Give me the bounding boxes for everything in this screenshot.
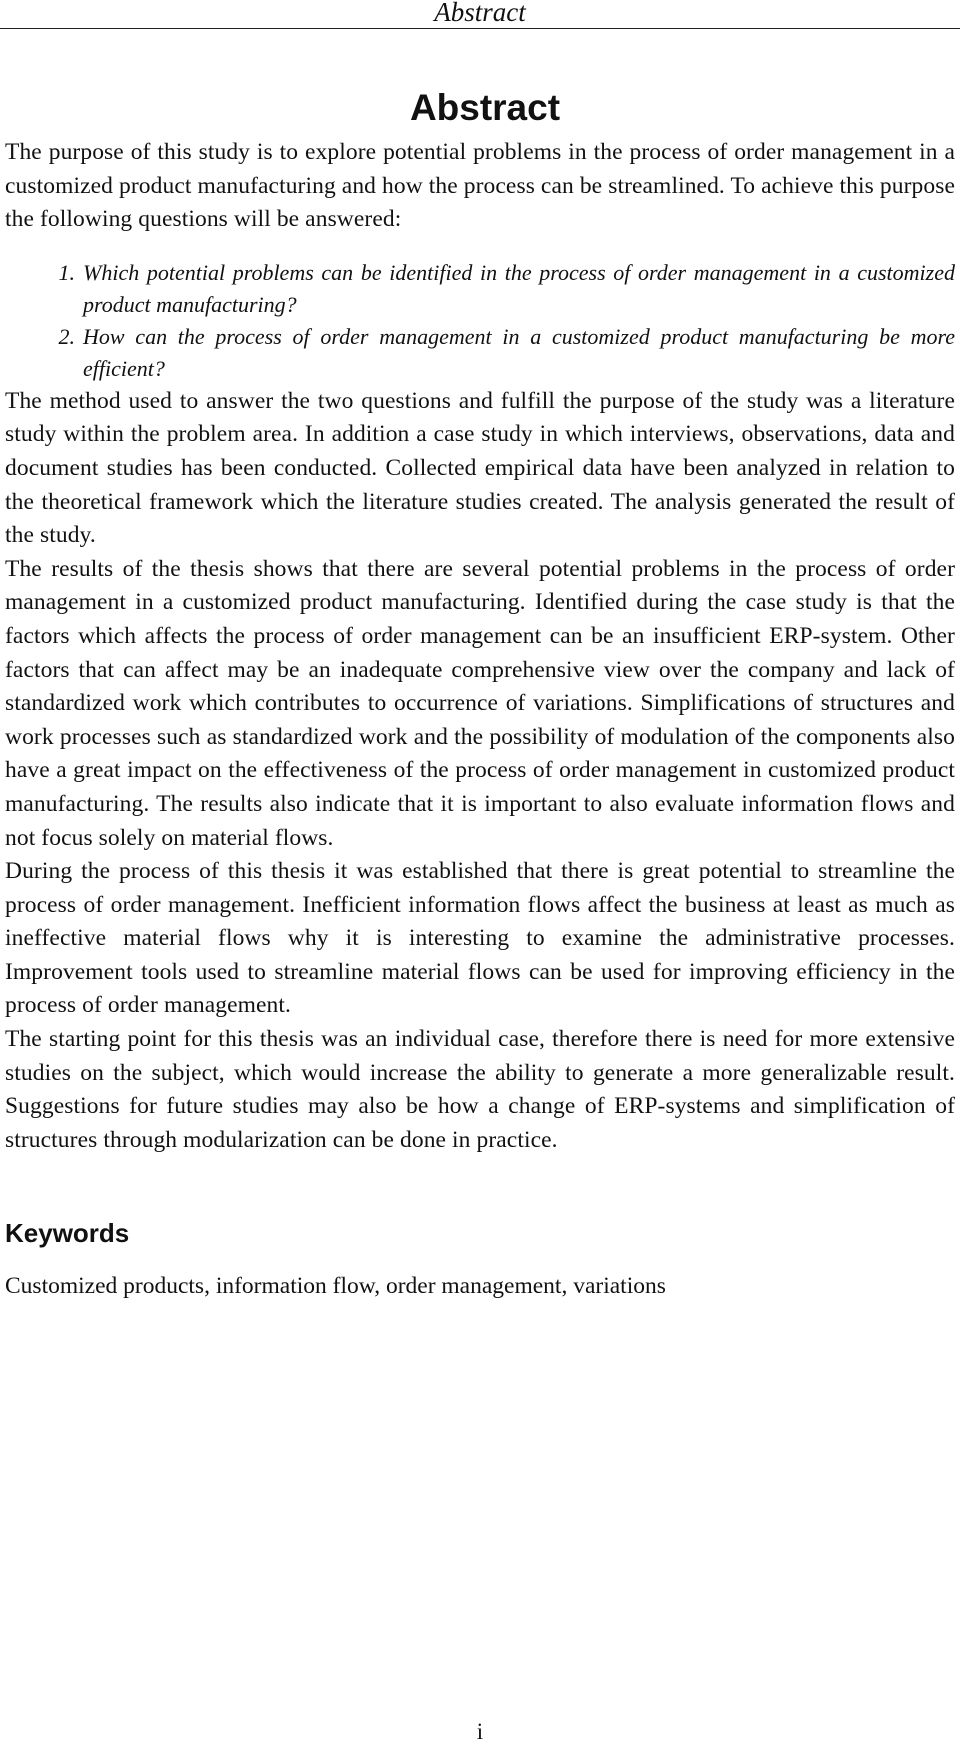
keywords-text: Customized products, information flow, order management, variations: [5, 1273, 666, 1300]
list-item: [5, 321, 955, 385]
running-header: Abstract: [0, 0, 960, 29]
page-title: Abstract: [409, 87, 561, 128]
potential-paragraph: During the process of this thesis it was established that there is great potential to streamline the process of order management. Inefficient information flows affect the business at least as much as ineffective material flows why it is interesting to examine the administrative processes. Improvement tools used to streamline material flows can be used for improving efficiency in the process of order management.: [5, 858, 955, 1019]
question-number: 1.: [58, 259, 75, 285]
document-body: [5, 80, 955, 1303]
research-questions-list: [5, 257, 955, 385]
question-number: 2.: [58, 323, 75, 349]
question-text: Which potential problems can be identified in the process of order management in a customized product manufacturing?: [83, 259, 955, 317]
list-item: [5, 257, 955, 321]
page-number: i: [476, 1719, 484, 1744]
method-paragraph: The method used to answer the two questions and fulfill the purpose of the study was a literature study within the problem area. In addition a case study in which interviews, observations, data and document studies has been conducted. Collected empirical data have been analyzed in relation to the theoretical framework which the literature studies created. The analysis generated the result of the study.: [5, 387, 955, 549]
question-text: How can the process of order management in a customized product manufacturing be more efficient?: [83, 323, 955, 381]
keywords-heading: Keywords: [5, 1218, 130, 1249]
results-paragraph: The results of the thesis shows that there are several potential problems in the process of order management in a customized product manufacturing. Identified during the case study is that the factors which affects the process of order management can be an insufficient ERP-system. Other factors that can affect may be an inadequate comprehensive view over the company and lack of standardized work which contributes to occurrence of variations. Simplifications of structures and work processes such as standardized work and the possibility of modulation of the components also have a great impact on the effectiveness of the process of order management in customized product manufacturing. The results also indicate that it is important to also evaluate information flows and not focus solely on material flows.: [5, 555, 955, 851]
intro-paragraph: The purpose of this study is to explore potential problems in the process of order management in a customized product manufacturing and how the process can be streamlined. To achieve this purpose the following questions will be answered:: [5, 139, 955, 233]
future-studies-paragraph: The starting point for this thesis was an individual case, therefore there is need for more extensive studies on the subject, which would increase the ability to generate a more generalizable result. Suggestions for future studies may also be how a change of ERP-systems and simplification of structures through modularization can be done in practice.: [5, 1026, 955, 1153]
